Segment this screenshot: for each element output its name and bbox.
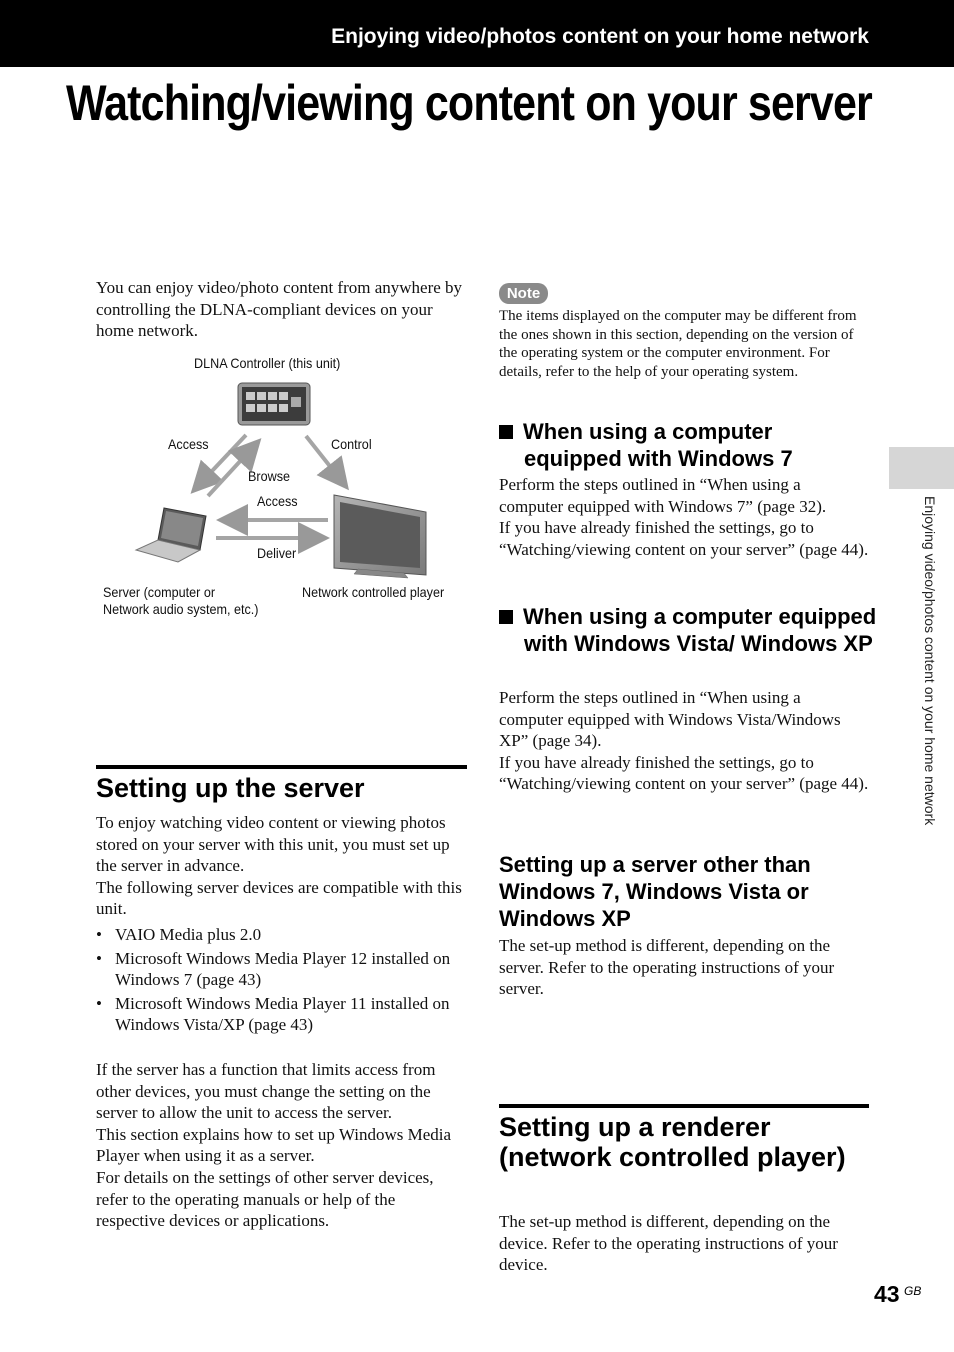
- access-label-2: Access: [257, 493, 298, 509]
- page-title: Watching/viewing content on your server: [66, 75, 872, 131]
- dlna-diagram: [96, 350, 468, 630]
- setup-server-para5: For details on the settings of other server devices, refer to the operating manuals or help of the respective devices or applications.: [96, 1167, 434, 1231]
- browse-label: Browse: [248, 468, 291, 484]
- server-label-line2: Network audio system, etc.): [103, 601, 259, 617]
- setup-server-heading: Setting up the server: [96, 773, 365, 803]
- side-tab-marker: [889, 447, 954, 489]
- win7-para2: If you have already finished the settings, go to “Watching/viewing content on your server” (page 44).: [499, 518, 869, 559]
- setup-server-para1: To enjoy watching video content or viewing photos stored on your server with this unit, you must set up the server in advance.: [96, 813, 450, 876]
- tv-icon: [334, 495, 426, 578]
- list-item-text: Microsoft Windows Media Player 11 installed on Windows Vista/XP (page 43): [115, 993, 450, 1035]
- controller-label: DLNA Controller (this unit): [194, 355, 341, 371]
- win7-heading-text: When using a computer equipped with Windows 7: [523, 419, 793, 471]
- list-item-text: VAIO Media plus 2.0: [115, 925, 262, 944]
- win7-body: [499, 474, 869, 560]
- section-rule-server: [96, 765, 467, 769]
- list-item: [96, 993, 468, 1036]
- access-label: Access: [168, 436, 209, 452]
- list-item-text: Microsoft Windows Media Player 12 installed on Windows 7 (page 43): [115, 948, 451, 990]
- vista-body: [499, 687, 869, 795]
- setup-server-para2: The following server devices are compatible with this unit.: [96, 877, 462, 919]
- setup-server-para4: This section explains how to set up Windows Media Player when using it as a server.: [96, 1124, 452, 1166]
- section-header-title: Enjoying video/photos content on your home network: [331, 25, 869, 48]
- side-tab-text: Enjoying video/photos content on your home network: [922, 496, 938, 826]
- list-item: [96, 924, 468, 946]
- win7-heading: [499, 418, 864, 472]
- vista-para2: If you have already finished the settings, go to “Watching/viewing content on your server” (page 44).: [499, 752, 869, 794]
- win7-para1: Perform the steps outlined in “When using a computer equipped with Windows 7” (page 32).: [499, 475, 827, 516]
- bullet-icon: •: [96, 948, 102, 968]
- note-badge: Note: [499, 283, 548, 304]
- other-server-para: The set-up method is different, depending on the server. Refer to the operating instructions of your server.: [499, 936, 835, 999]
- server-label-line1: Server (computer or: [103, 584, 216, 600]
- renderer-heading: Setting up a renderer (network controlled player): [499, 1112, 846, 1172]
- square-bullet-icon: [499, 610, 513, 624]
- vista-heading-text: When using a computer equipped with Windows Vista/ Windows XP: [523, 604, 877, 656]
- renderer-para: The set-up method is different, depending on the device. Refer to the operating instructions of your device.: [499, 1212, 838, 1275]
- other-server-heading: Setting up a server other than Windows 7, Windows Vista or Windows XP: [499, 852, 811, 931]
- header-bar: [0, 0, 954, 67]
- bullet-icon: •: [96, 993, 102, 1013]
- setup-server-intro: [96, 812, 468, 920]
- intro-paragraph: You can enjoy video/photo content from anywhere by controlling the DLNA-compliant devices on your home network.: [96, 278, 463, 341]
- square-bullet-icon: [499, 425, 513, 439]
- vista-para1: Perform the steps outlined in “When using a computer equipped with Windows Vista/Windows XP” (page 34).: [499, 688, 841, 751]
- server-device-list: [96, 924, 468, 1038]
- player-label: Network controlled player: [302, 584, 445, 600]
- laptop-icon: [136, 508, 206, 562]
- controller-device-icon: [238, 383, 310, 425]
- list-item: [96, 948, 468, 991]
- setup-server-details: [96, 1059, 468, 1232]
- note-text: The items displayed on the computer may be different from the ones shown in this section, depending on the version of the operating system or the computer environment. For details, refer to the help of your operating system.: [499, 308, 857, 380]
- bullet-icon: •: [96, 925, 102, 944]
- control-label: Control: [331, 436, 372, 452]
- deliver-label: Deliver: [257, 545, 297, 561]
- section-rule-renderer: [499, 1104, 869, 1108]
- page-number: 43: [874, 1281, 900, 1307]
- vista-heading: [499, 603, 884, 657]
- setup-server-para3: If the server has a function that limits access from other devices, you must change the setting on the server to allow the unit to access the server.: [96, 1060, 436, 1123]
- page-number-suffix: GB: [904, 1284, 922, 1298]
